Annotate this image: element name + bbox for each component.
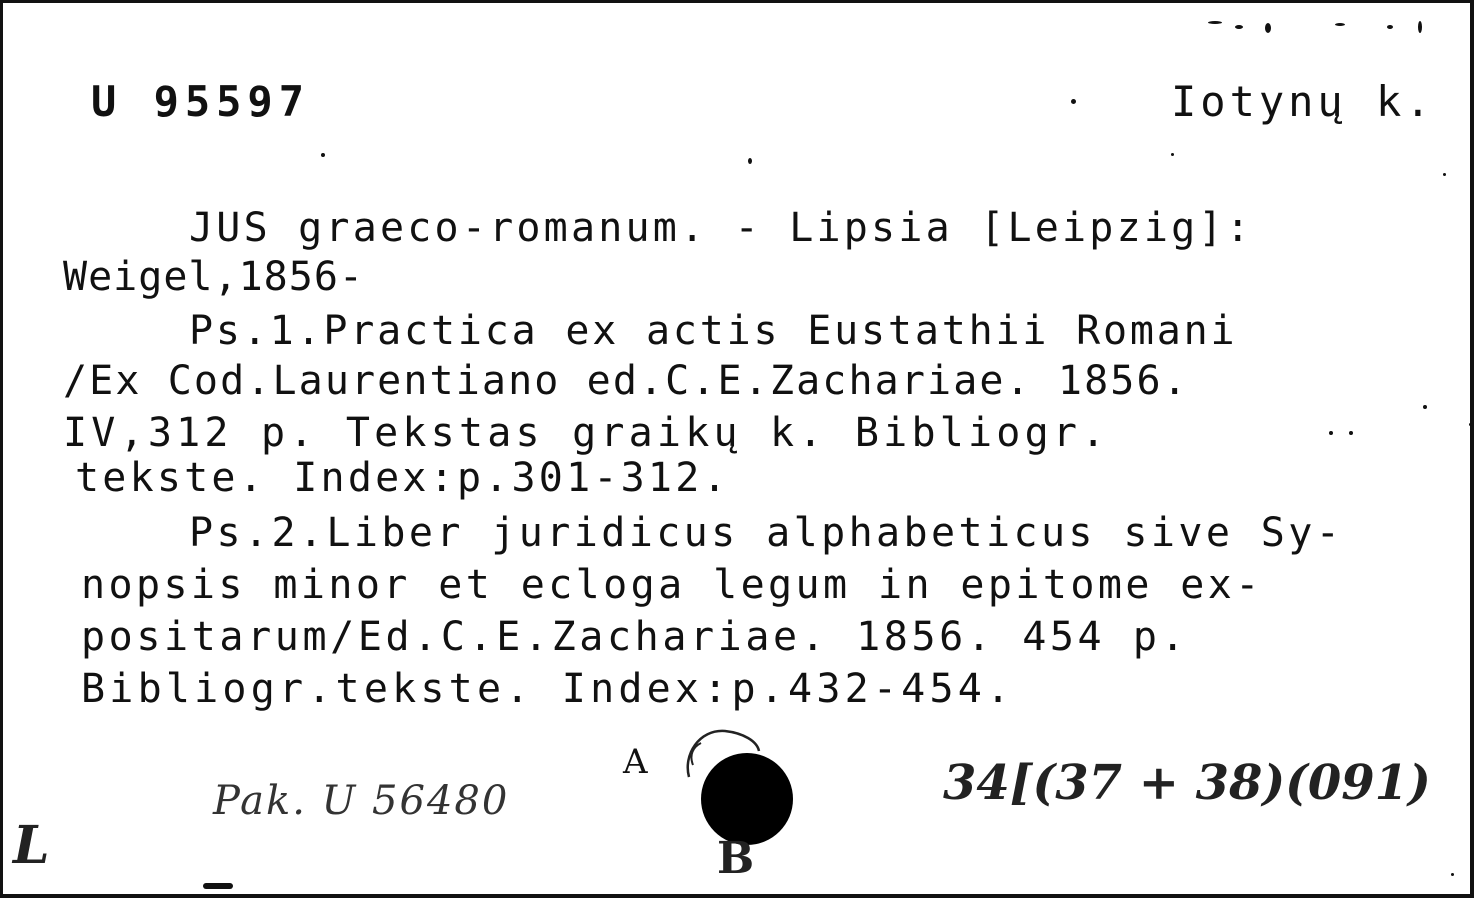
scan-dust [1443, 173, 1446, 176]
punch-hole [701, 753, 793, 845]
scan-dust [321, 153, 325, 157]
body-line-8: nopsis minor et ecloga legum in epitome ex- [81, 562, 1263, 608]
language-label: Iotynų k. [1171, 77, 1435, 126]
scan-dust [1265, 23, 1271, 33]
body-line-1: JUS graeco-romanum. - Lipsia [Leipzig]: [189, 205, 1253, 251]
body-line-7: Ps.2.Liber juridicus alphabeticus sive Sy- [189, 510, 1344, 556]
scan-dust [1423, 405, 1427, 409]
scan-dust [1071, 99, 1076, 104]
handwritten-classification: 34[(37 + 38)(091) [943, 755, 1431, 811]
call-number: U 95597 [91, 77, 311, 126]
scan-dust [1208, 21, 1222, 24]
bottom-edge-mark [203, 883, 233, 889]
body-line-4: /Ex Cod.Laurentiano ed.C.E.Zachariae. 1856. [63, 358, 1189, 404]
handwritten-mark-below-punch: B [717, 833, 755, 884]
scan-dust [1171, 153, 1174, 156]
body-line-2: Weigel,1856- [63, 254, 364, 300]
scan-dust [748, 158, 752, 164]
handwritten-corner-mark: L [13, 815, 50, 876]
scan-dust [1469, 423, 1472, 426]
scan-dust [1235, 25, 1243, 29]
body-line-10: Bibliogr.tekste. Index:p.432-454. [81, 666, 1015, 712]
body-line-3: Ps.1.Practica ex actis Eustathii Romani [189, 308, 1238, 354]
scan-dust [1387, 25, 1393, 29]
scan-dust [1335, 23, 1345, 26]
body-line-6: tekste. Index:p.301-312. [75, 455, 730, 501]
scan-dust [1451, 873, 1454, 876]
scan-dust [1329, 431, 1333, 435]
handwritten-note-left: Pak. U 56480 [213, 778, 510, 824]
body-line-5: IV,312 p. Tekstas graikų k. Bibliogr. [63, 410, 1110, 456]
annotation-letter: A [623, 742, 650, 782]
scan-dust [1349, 431, 1353, 435]
body-line-9: positarum/Ed.C.E.Zachariae. 1856. 454 p. [81, 614, 1189, 660]
scan-dust [1418, 21, 1422, 33]
